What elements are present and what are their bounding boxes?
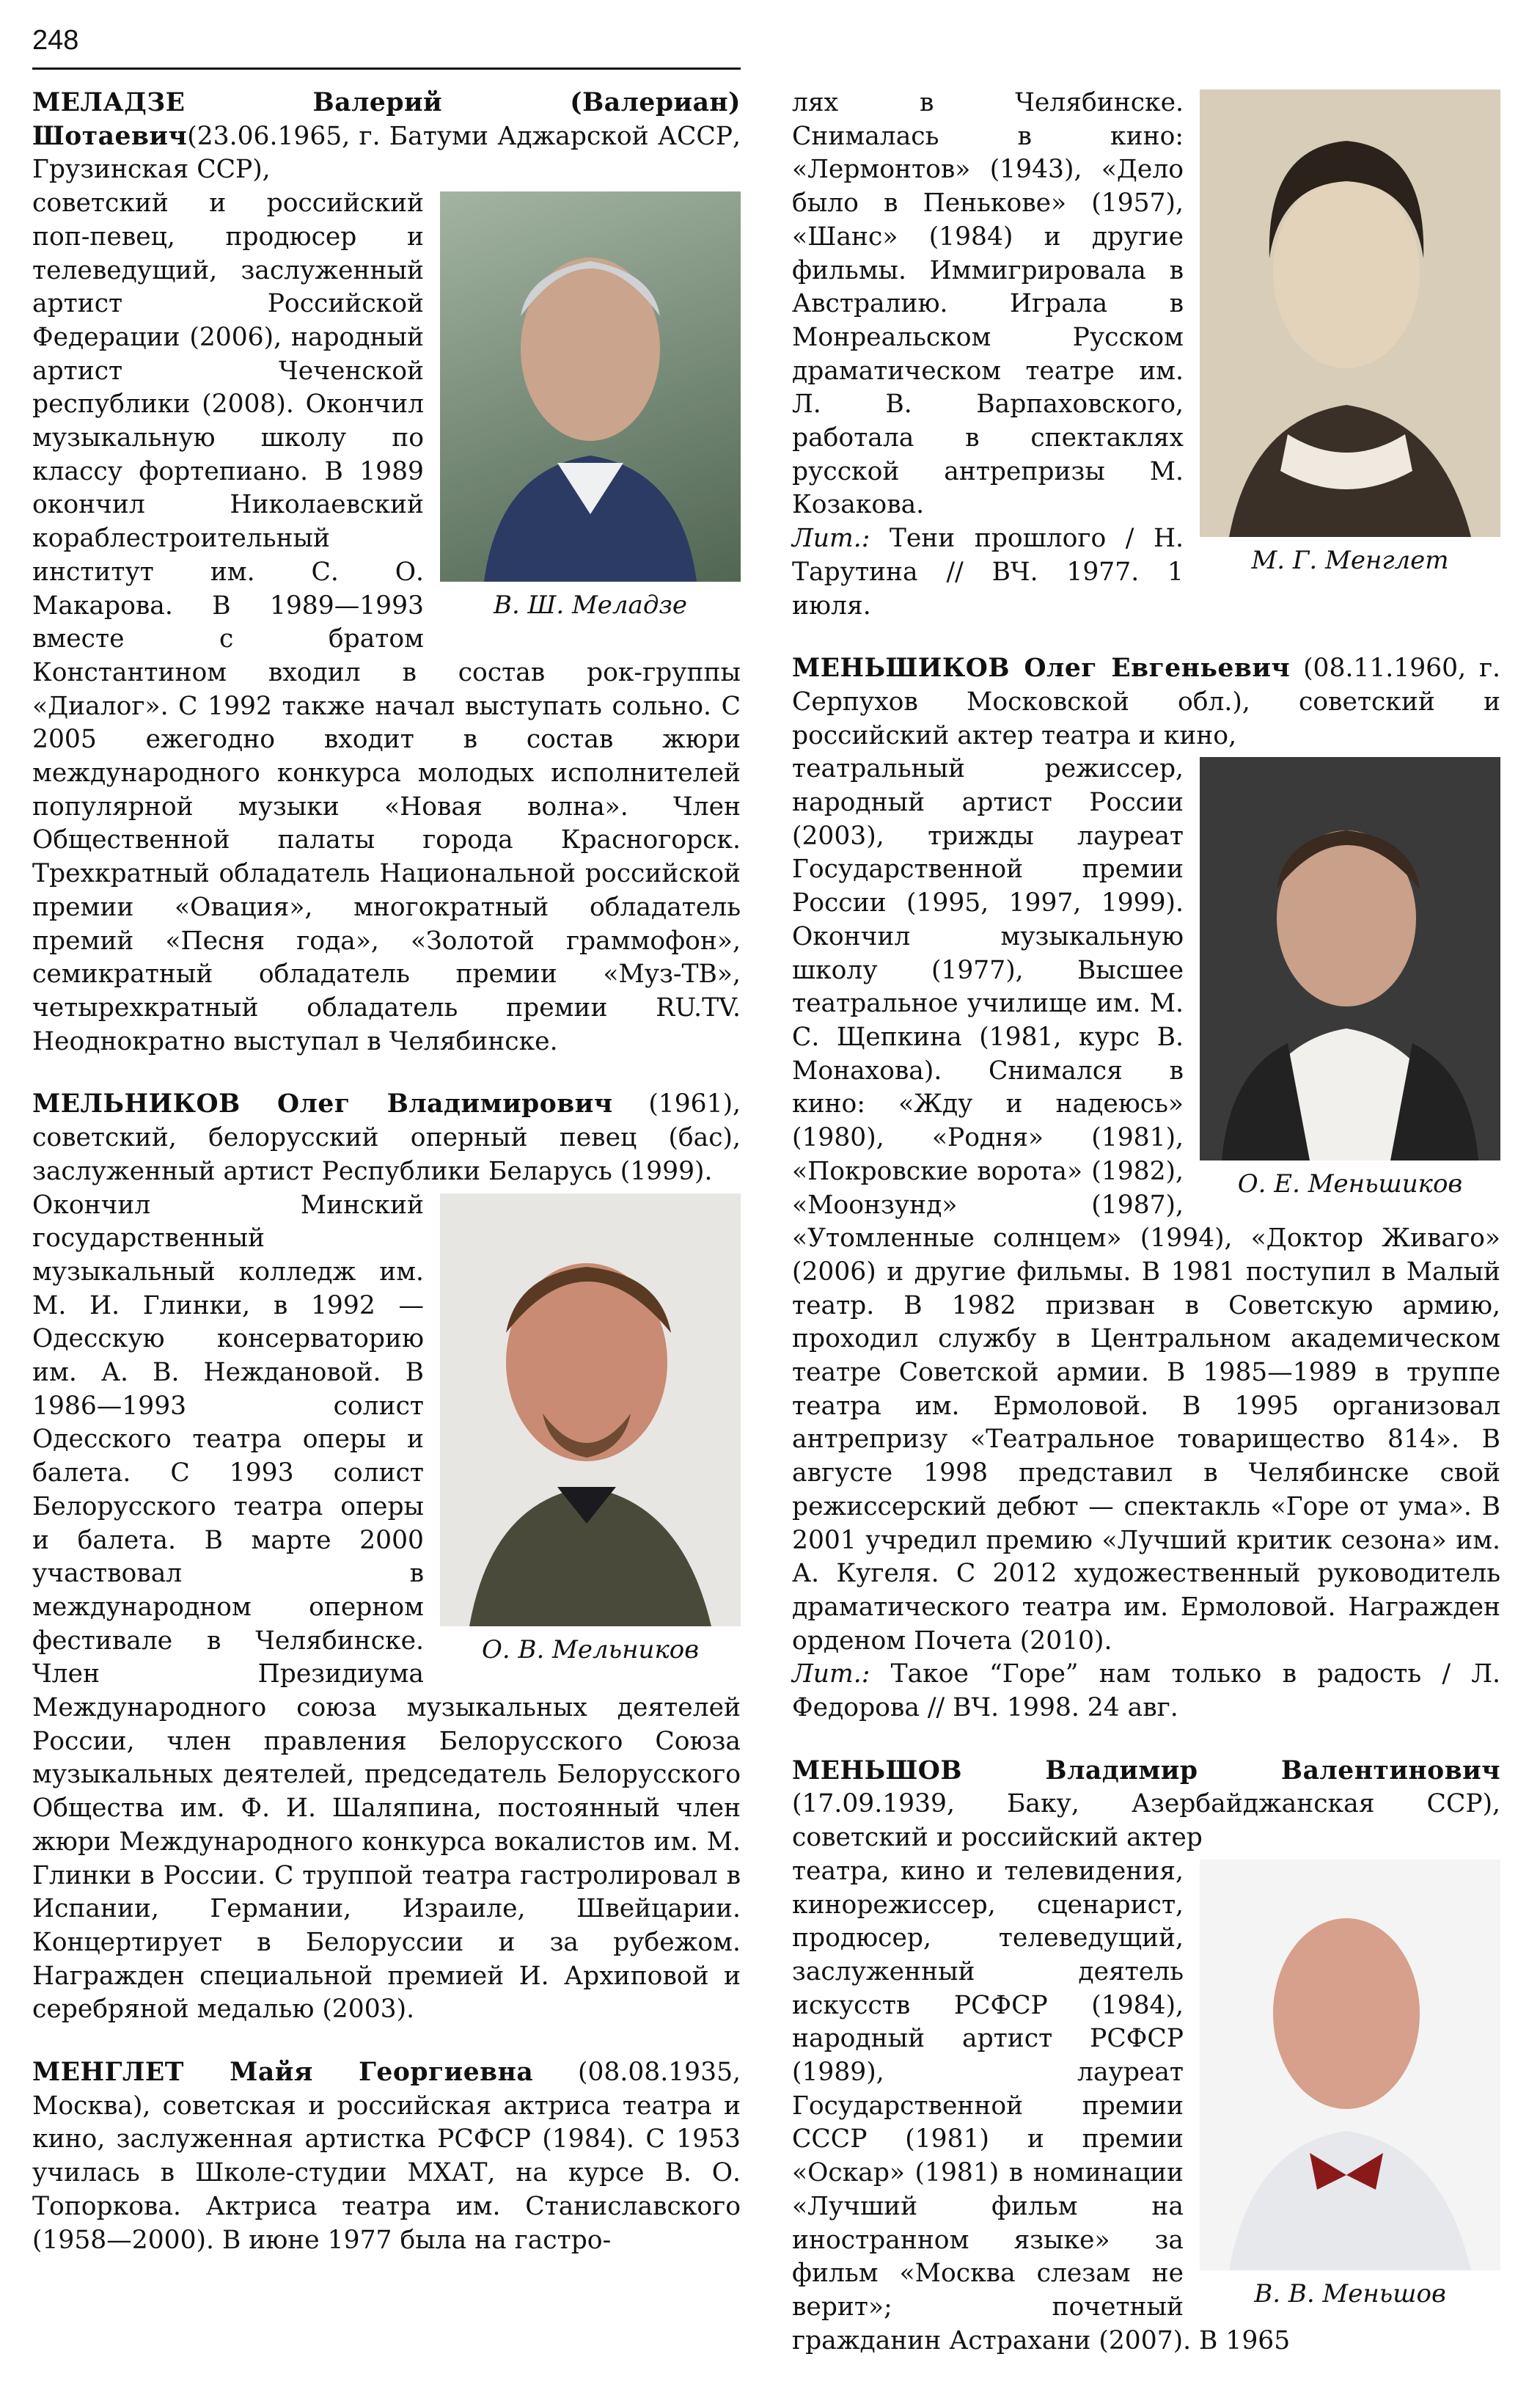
photo-caption: О. Е. Меньшиков <box>1237 1169 1463 1199</box>
page-number: 248 <box>32 25 79 56</box>
photo-meladze <box>440 191 741 621</box>
portrait-image <box>1200 1860 1500 2270</box>
entry-name: МЕНГЛЕТ Майя Георгиевна <box>32 2058 534 2088</box>
photo-menglet <box>1200 89 1500 577</box>
entry-text: театральный режиссер, народный артист России (2003), трижды лауреат Государственной премии России (1995, 1997, 1999). Окончил музыкальную школу (1977), Высшее театральное училище им. М. С. Щепкина (1981, курс В. Монахова). Снимался в кино: «Жду и надеюсь» (1980), «Родня» (1981), «Покровские ворота» (1982), «Моонзунд» (1987), «Утомленные солнцем» (1994), «Доктор Живаго» (2006) и другие фильмы. В 1981 поступил в Малый театр. В 1982 призван в Советскую армию, проходил службу в Центральном академическом театре Советской армии. В 1985—1989 в труппе театра им. Ермоловой. В 1995 организовал антрепризу «Театральное товарищество 814». В августе 1998 представил в Челябинске свой режиссерский дебют — спектакль «Горе от ума». В 2001 учредил премию «Лучший критик сезона» им. А. Кугеля. С 2012 художественный руководитель драматического театра им. Ермоловой. Награжден орденом Почета (2010). <box>792 754 1500 1656</box>
entry-text: (08.08.1935, Москва), советская и российская актриса театра и кино, заслуженная артистка РСФСР (1984). С 1953 училась в Школе-студии МХАТ, на курсе В. О. Топоркова. Актриса театра им. Станиславского (1958—2000). В июне 1977 была на гастро- <box>32 2058 741 2255</box>
photo-caption: В. Ш. Меладзе <box>493 591 688 621</box>
literature-text: Такое “Горе” нам только в радость / Л. Федорова // ВЧ. 1998. 24 авг. <box>792 1659 1500 1723</box>
photo-menshov <box>1200 1860 1500 2310</box>
portrait-image <box>1200 757 1500 1160</box>
entry-text: лях в Челябинске. Снималась в кино: «Лермонтов» (1943), «Дело было в Пенькове» (1957), «Шанс» (1984) и другие фильмы. Иммигрировала в Австралию. Играла в Монреальском Русском драматическом театре им. Л. В. Варпаховского, работала в спектаклях русской антрепризы М. Козакова. <box>792 88 1184 520</box>
header-rule <box>32 67 741 70</box>
entry-menshikov <box>792 652 1500 1725</box>
entry-text-start: (17.09.1939, Баку, Азербайджанская ССР), советский и российский актер <box>792 1789 1500 1853</box>
entry-menglet-start <box>32 2056 741 2257</box>
entry-text-start: (1961), советский, белорусский оперный певец (бас), заслуженный артист Республики Беларусь (1999). <box>32 1089 741 1186</box>
entry-name: МЕНЬШОВ Владимир Валентинович <box>792 1755 1500 1785</box>
portrait-image <box>440 1194 741 1626</box>
entry-meladze <box>32 87 741 1059</box>
entry-name: МЕЛЬНИКОВ Олег Владимирович <box>32 1089 613 1119</box>
entry-text: Окончил Минский государственный музыкальный колледж им. М. И. Глинки, в 1992 — Одесскую консерваторию им. А. В. Неждановой. В 1986—1993 солист Одесского театра оперы и балета. С 1993 солист Белорусского театра оперы и балета. В марте 2000 участвовал в международном оперном фестивале в Челябинске. Член Президиума Международного союза музыкальных деятелей России, член правления Белорусского Союза музыкальных деятелей, председатель Белорусского Общества им. Ф. И. Шаляпина, постоянный член жюри Международного конкурса вокалистов им. М. Глинки в России. С труппой театра гастролировал в Испании, Германии, Израиле, Швейцарии. Концертирует в Белоруссии и за рубежом. Награжден специальной премией И. Архиповой и серебряной медалью (2003). <box>32 1190 741 2025</box>
entry-menshov <box>792 1755 1500 2358</box>
literature-label: Лит.: <box>792 1659 870 1689</box>
entry-text: театра, кино и телевидения, кинорежиссер, сценарист, продюсер, телеведущий, заслуженный деятель искусств РСФСР (1984), народный артист РСФСР (1989), лауреат Государственной премии СССР (1981) и премии «Оскар» (1981) в номинации «Лучший фильм на иностранном языке» за фильм «Москва слезам не верит»; почетный гражданин Астрахани (2007). В 1965 <box>792 1856 1291 2355</box>
entry-menglet-continued <box>792 87 1500 623</box>
right-column <box>792 87 1500 2387</box>
photo-caption: О. В. Мельников <box>481 1634 700 1664</box>
entry-name: МЕНЬШИКОВ Олег Евгеньевич <box>792 654 1291 684</box>
entry-text-start: (23.06.1965, г. Батуми Аджарской АССР, Грузинская ССР), <box>32 121 741 185</box>
photo-melnikov <box>440 1194 741 1666</box>
photo-caption: М. Г. Менглет <box>1251 546 1449 575</box>
entry-melnikov <box>32 1088 741 2027</box>
portrait-image <box>440 191 741 582</box>
left-column <box>32 87 741 2287</box>
photo-menshikov <box>1200 757 1500 1200</box>
portrait-image <box>1200 89 1500 537</box>
entry-text-start: (08.11.1960, г. Серпухов Московской обл.), советский и российский актер театра и кино, <box>792 654 1500 750</box>
literature-text: Тени прошлого / Н. Тарутина // ВЧ. 1977. 1 июля. <box>792 524 1184 621</box>
photo-caption: В. В. Меньшов <box>1254 2278 1446 2309</box>
entry-name: МЕЛАДЗЕ Валерий (Валериан) Шотаевич <box>32 88 741 151</box>
entry-text: советский и российский поп-певец, продюсер и телеведущий, заслуженный артист Российской Федерации (2006), народный артист Чеченской республики (2008). Окончил музыкальную школу по классу фортепиано. В 1989 окончил Николаевский кораблестроительный институт им. С. О. Макарова. В 1989—1993 вместе с братом Константином входил в состав рок-группы «Диалог». С 1992 также начал выступать сольно. С 2005 ежегодно входит в состав жюри международного конкурса молодых исполнителей популярной музыки «Новая волна». Член Общественной палаты города Красногорск. Трехкратный обладатель Национальной российской премии «Овация», многократный обладатель премий «Песня года», «Золотой граммофон», семикратный обладатель премии «Муз-ТВ», четырехкратный обладатель премии RU.TV. Неоднократно выступал в Челябинске. <box>32 189 741 1056</box>
literature-label: Лит.: <box>792 524 870 554</box>
